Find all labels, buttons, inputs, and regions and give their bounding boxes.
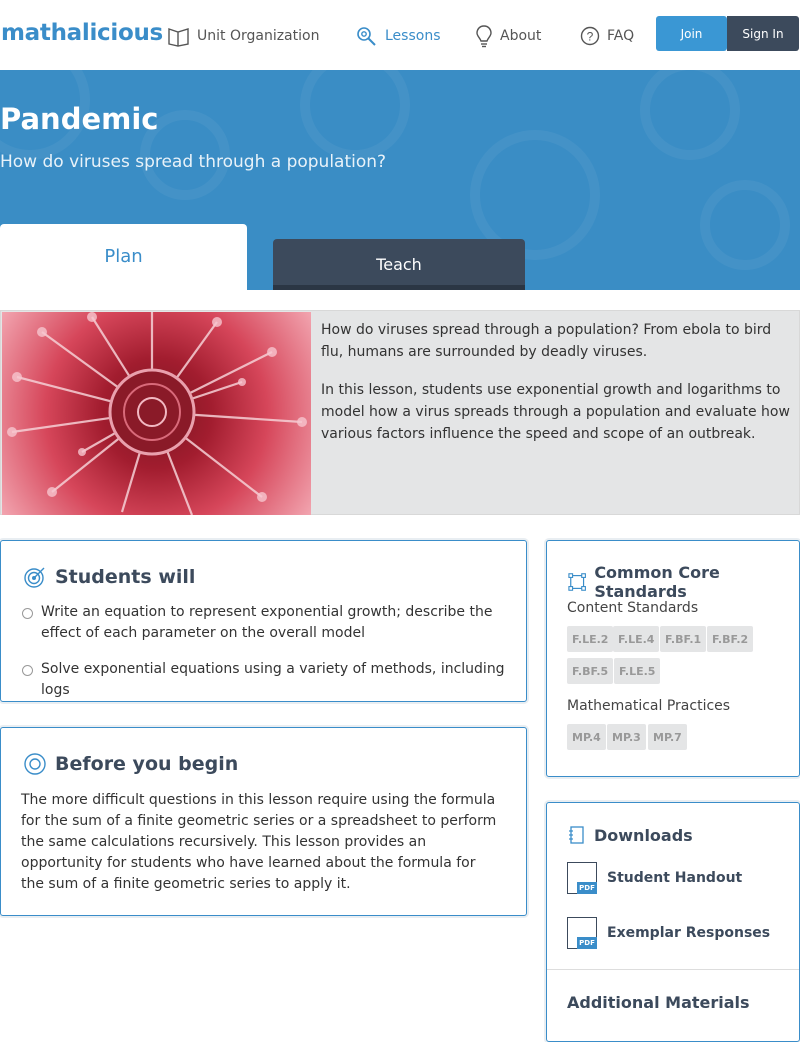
practice-chip[interactable]: MP.7 <box>648 724 687 750</box>
tab-teach[interactable]: Teach <box>273 239 525 290</box>
top-nav <box>0 0 800 70</box>
pdf-badge: PDF <box>577 937 597 949</box>
standard-chip[interactable]: F.BF.5 <box>567 658 613 684</box>
downloads-card <box>546 802 800 1042</box>
standard-chip[interactable]: F.LE.4 <box>613 626 659 652</box>
nav-unit-organization[interactable] <box>167 24 319 48</box>
students-will-card <box>0 540 527 702</box>
nav-about[interactable] <box>475 24 541 48</box>
content-standards-label: Content Standards <box>567 600 699 616</box>
practice-chip[interactable]: MP.3 <box>607 724 646 750</box>
download-student-handout[interactable] <box>567 862 742 894</box>
standard-chip[interactable]: F.BF.1 <box>660 626 706 652</box>
pdf-icon <box>567 917 597 949</box>
download-exemplar-responses[interactable] <box>567 917 770 949</box>
downloads-heading <box>568 825 693 845</box>
additional-materials-heading: Additional Materials <box>567 993 750 1012</box>
nav-label: Lessons <box>385 28 441 44</box>
standard-chip[interactable]: F.BF.2 <box>707 626 753 652</box>
nav-faq[interactable] <box>580 24 634 48</box>
before-you-begin-text: The more difficult questions in this lesson require using the formula for the sum of a finite geometric series or a spreadsheet to perform the same calculations recursively. This lesson provides an opportunity for students who have learned about the formula for the sum of a finite geometric series to apply it. <box>21 792 497 892</box>
target-icon <box>23 565 47 589</box>
heading-text: Common Core Standards <box>594 563 720 601</box>
sign-in-button[interactable]: Sign In <box>727 16 799 51</box>
tab-plan[interactable]: Plan <box>0 224 247 290</box>
intro-text <box>321 319 791 461</box>
intro-paragraph: How do viruses spread through a population? From ebola to bird flu, humans are surrounded by deadly viruses. <box>321 322 772 360</box>
before-you-begin-heading <box>23 752 238 776</box>
hero-gear-decoration <box>300 70 410 160</box>
lightbulb-icon <box>475 24 493 48</box>
heading-text: Before you begin <box>55 753 239 775</box>
virus-image <box>2 312 311 515</box>
standards-card <box>546 540 800 777</box>
brand-logo[interactable]: mathalicious <box>1 20 163 46</box>
pdf-badge: PDF <box>577 882 597 894</box>
download-label: Student Handout <box>607 870 743 886</box>
lesson-intro <box>0 310 800 515</box>
join-button[interactable]: Join <box>656 16 727 51</box>
hero-gear-decoration <box>640 70 740 160</box>
notebook-icon <box>568 825 586 845</box>
standard-chip[interactable]: F.LE.2 <box>567 626 613 652</box>
standards-heading <box>568 563 799 601</box>
objective-item: Solve exponential equations using a variety of methods, including logs <box>41 661 505 698</box>
hero-gear-decoration <box>700 180 790 270</box>
svg-text:?: ? <box>586 29 594 44</box>
practice-chip[interactable]: MP.4 <box>567 724 606 750</box>
heading-text: Students will <box>55 566 196 588</box>
intro-paragraph: In this lesson, students use exponential growth and logarithms to model how a virus spreads through a population and evaluate how various factors influence the speed and scope of an outbreak. <box>321 382 790 442</box>
search-gear-icon <box>355 25 378 48</box>
divider <box>547 969 799 970</box>
bullet-icon <box>22 665 33 676</box>
book-icon <box>167 25 190 47</box>
nav-label: Unit Organization <box>197 28 320 44</box>
objective-item: Write an equation to represent exponential growth; describe the effect of each parameter on the overall model <box>41 604 493 641</box>
nav-label: FAQ <box>607 28 635 44</box>
page-subtitle: How do viruses spread through a population? <box>0 152 387 172</box>
frame-icon <box>568 572 586 592</box>
nav-lessons[interactable] <box>355 24 441 48</box>
standard-chip[interactable]: F.LE.5 <box>614 658 660 684</box>
heading-text: Downloads <box>594 825 693 845</box>
math-practices-label: Mathematical Practices <box>567 698 731 714</box>
page-title: Pandemic <box>0 102 159 136</box>
students-will-heading <box>23 565 195 589</box>
nav-label: About <box>500 28 542 44</box>
before-you-begin-card <box>0 727 527 916</box>
question-circle-icon <box>580 26 600 46</box>
download-label: Exemplar Responses <box>607 925 771 941</box>
bullet-icon <box>22 608 33 619</box>
circle-target-icon <box>23 752 47 776</box>
pdf-icon <box>567 862 597 894</box>
